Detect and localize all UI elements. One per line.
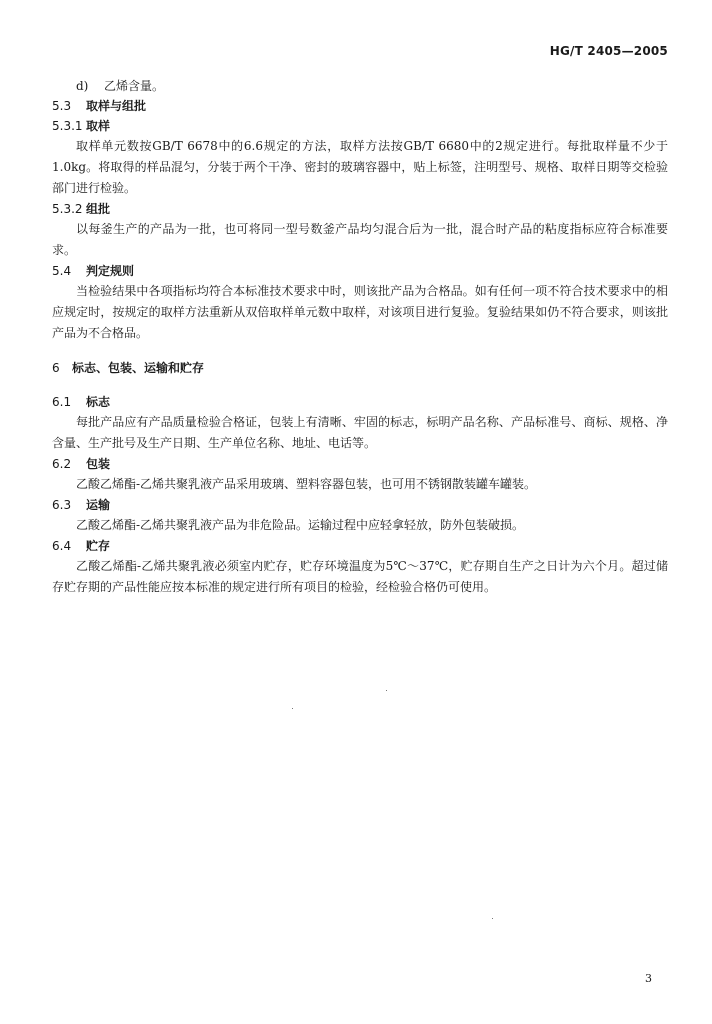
section-6-3-heading [52, 495, 668, 515]
section-5-4-heading [52, 261, 668, 281]
section-5-3-1-body: 取样单元数按GB/T 6678中的6.6规定的方法，取样方法按GB/T 6680中的2规定进行。每批取样量不少于1.0kg。将取得的样品混匀，分装于两个干净、密封的玻璃容器中，贴上标签，注明型号、规格、取样日期等交检验部门进行检验。 [52, 139, 668, 195]
section-6-1-body: 每批产品应有产品质量检验合格证，包装上有清晰、牢固的标志，标明产品名称、产品标准号、商标、规格、净含量、生产批号及生产日期、生产单位名称、地址、电话等。 [52, 415, 668, 450]
scan-speck [386, 690, 387, 691]
section-title: 标志、包装、运输和贮存 [72, 361, 205, 375]
page-number: 3 [645, 972, 652, 985]
scan-speck [292, 708, 293, 709]
section-6-3-body: 乙酸乙烯酯-乙烯共聚乳液产品为非危险品。运输过程中应轻拿轻放，防外包装破损。 [76, 518, 525, 532]
section-6-heading [52, 358, 668, 378]
section-6-1-heading [52, 392, 668, 412]
document-body [52, 76, 668, 598]
section-number: 5.4 [52, 264, 72, 278]
section-title: 贮存 [86, 539, 111, 553]
list-item-text: 乙烯含量。 [104, 79, 165, 93]
section-number: 5.3 [52, 99, 72, 113]
section-6-4-body: 乙酸乙烯酯-乙烯共聚乳液必须室内贮存，贮存环境温度为5℃～37℃，贮存期自生产之日计为六个月。超过储存贮存期的产品性能应按本标准的规定进行所有项目的检验，经检验合格仍可使用。 [52, 559, 668, 594]
section-5-4-body: 当检验结果中各项指标均符合本标准技术要求中时，则该批产品为合格品。如有任何一项不符合技术要求中的相应规定时，按规定的取样方法重新从双倍取样单元数中取样，对该项目进行复验。复验结果如仍不符合要求，则该批产品为不合格品。 [52, 284, 668, 340]
section-5-3-2-body: 以每釜生产的产品为一批，也可将同一型号数釜产品均匀混合后为一批，混合时产品的粘度指标应符合标准要求。 [52, 222, 668, 257]
standard-code: HG/T 2405—2005 [549, 44, 668, 58]
section-title: 判定规则 [86, 264, 135, 278]
section-5-3-2-heading [52, 199, 668, 219]
section-number: 6.4 [52, 539, 72, 553]
section-title: 组批 [86, 202, 111, 216]
list-item-d [52, 76, 668, 96]
section-number: 6.2 [52, 457, 72, 471]
section-6-4-heading [52, 536, 668, 556]
section-number: 6.3 [52, 498, 72, 512]
section-6-2-heading [52, 454, 668, 474]
list-item-label: d) [76, 79, 89, 93]
section-title: 取样 [86, 119, 111, 133]
section-number: 6 [52, 361, 60, 375]
section-title: 运输 [86, 498, 111, 512]
section-title: 包装 [86, 457, 111, 471]
section-number: 5.3.1 [52, 119, 83, 133]
section-title: 取样与组批 [86, 99, 147, 113]
section-5-3-1-heading [52, 116, 668, 136]
section-number: 5.3.2 [52, 202, 83, 216]
section-number: 6.1 [52, 395, 72, 409]
section-title: 标志 [86, 395, 111, 409]
scan-speck [492, 918, 493, 919]
section-5-3-heading [52, 96, 668, 116]
section-6-2-body: 乙酸乙烯酯-乙烯共聚乳液产品采用玻璃、塑料容器包装，也可用不锈钢散装罐车罐装。 [76, 477, 537, 491]
